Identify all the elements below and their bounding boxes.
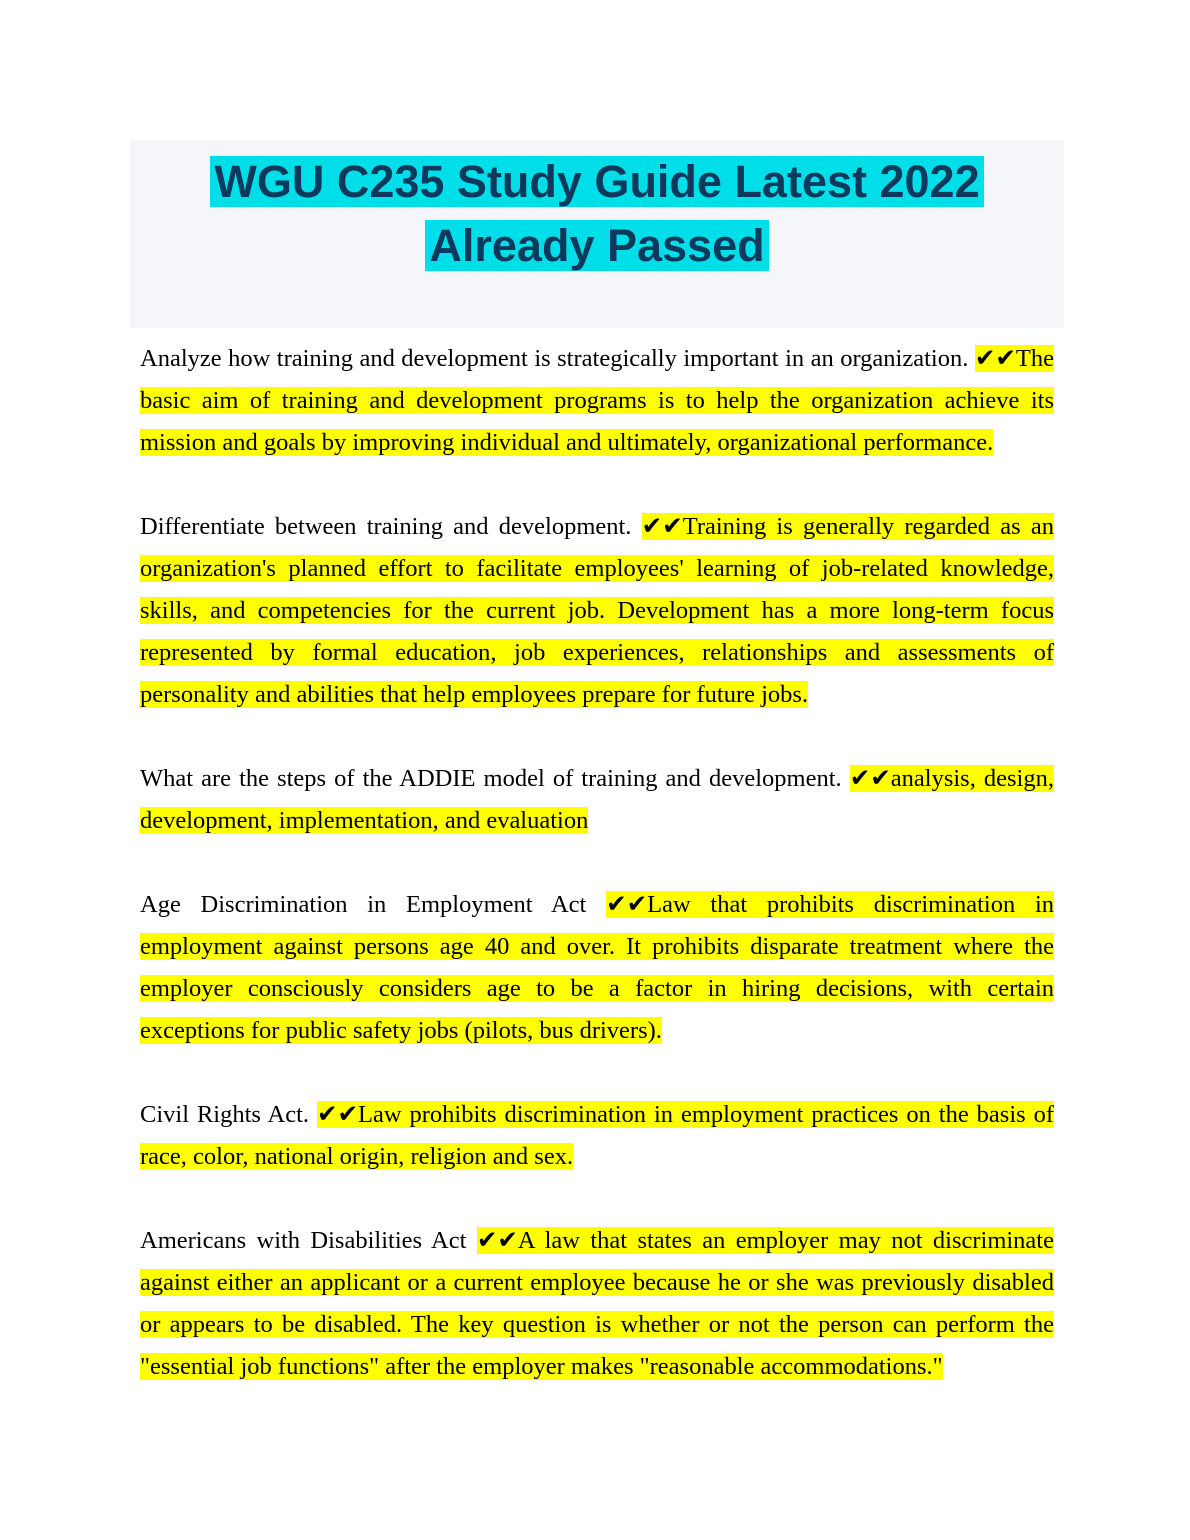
qa-question: Civil Rights Act.: [140, 1101, 310, 1128]
qa-question: Analyze how training and development is strategically important in an organization.: [140, 345, 969, 372]
qa-paragraph-3: [140, 758, 1054, 842]
page-title-text-1: WGU C235 Study Guide Latest 2022: [210, 156, 983, 207]
title-block: [130, 140, 1064, 328]
qa-question: What are the steps of the ADDIE model of training and development.: [140, 765, 842, 792]
qa-paragraph-2: [140, 506, 1054, 716]
qa-question: Differentiate between training and development.: [140, 513, 632, 540]
page-title-line-1: [150, 150, 1044, 214]
qa-answer-highlighted: ✔✔A law that states an employer may not discriminate against either an applicant or a current employee because he or she was previously disabled or appears to be disabled. The key question is whether or not the person can perform the "essential job functions" after the employer makes "reasonable accommodations.": [140, 1227, 1054, 1380]
qa-paragraph-4: [140, 884, 1054, 1052]
qa-paragraph-5: [140, 1094, 1054, 1178]
qa-answer-highlighted: ✔✔Law that prohibits discrimination in employment against persons age 40 and over. It prohibits disparate treatment where the employer consciously considers age to be a factor in hiring decisions, with certain exceptions for public safety jobs (pilots, bus drivers).: [140, 891, 1055, 1044]
qa-question: Americans with Disabilities Act: [140, 1227, 467, 1254]
qa-answer-highlighted: ✔✔The basic aim of training and development programs is to help the organization achieve its mission and goals by improving individual and ultimately, organizational performance.: [140, 345, 1054, 456]
qa-paragraph-1: [140, 338, 1054, 464]
page-title-text-2: Already Passed: [425, 220, 768, 271]
page-title-line-2: [150, 214, 1044, 278]
qa-answer-highlighted: ✔✔Law prohibits discrimination in employment practices on the basis of race, color, national origin, religion and sex.: [140, 1101, 1054, 1170]
qa-answer-highlighted: ✔✔Training is generally regarded as an organization's planned effort to facilitate employees' learning of job-related knowledge, skills, and competencies for the current job. Development has a more long-term focus represented by formal education, job experiences, relationships and assessments of personality and abilities that help employees prepare for future jobs.: [140, 513, 1054, 708]
qa-question: Age Discrimination in Employment Act: [140, 891, 587, 918]
qa-answer-highlighted: ✔✔analysis, design, development, implementation, and evaluation: [140, 765, 1054, 834]
qa-paragraph-6: [140, 1220, 1054, 1388]
